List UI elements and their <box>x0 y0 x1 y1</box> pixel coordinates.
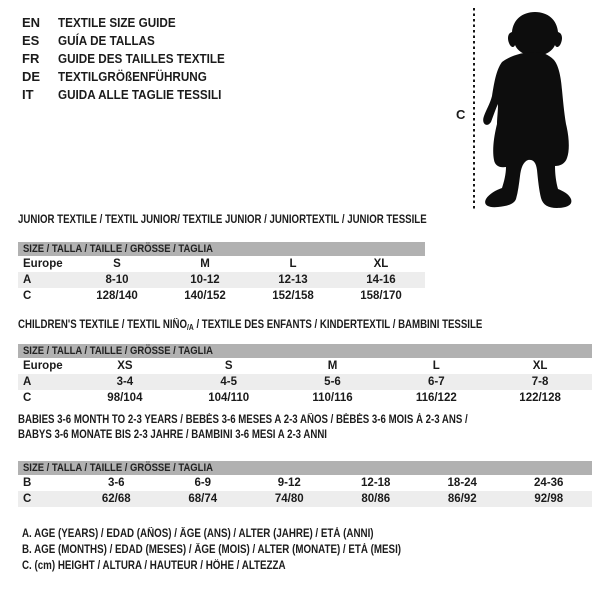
table-cell: 92/98 <box>534 493 564 505</box>
table-cell: 24-36 <box>534 477 564 489</box>
table-cell: C <box>23 290 32 302</box>
language-code: FR <box>22 50 40 66</box>
table-cell: 12-13 <box>278 274 308 286</box>
table-cell: 5-6 <box>324 376 341 388</box>
table-cell: M <box>200 258 210 270</box>
size-table-header <box>18 242 425 256</box>
size-header-label: SIZE / TALLA / TAILLE / GRÖSSE / TAGLIA <box>23 345 213 357</box>
table-cell: 6-9 <box>194 477 212 489</box>
table-cell: 8-10 <box>105 274 129 286</box>
table-cell: L <box>289 258 297 270</box>
language-code: EN <box>22 14 41 30</box>
table-cell: XL <box>373 258 389 270</box>
table-cell: 3-6 <box>107 477 125 489</box>
table-cell: 62/68 <box>101 493 131 505</box>
table-cell: Europe <box>23 360 63 372</box>
table-cell: M <box>327 360 338 372</box>
table-cell: 158/170 <box>360 290 402 302</box>
language-row <box>22 13 243 31</box>
table-cell: B <box>23 477 32 489</box>
table-cell: 6-7 <box>427 376 445 388</box>
table-cell: 116/122 <box>415 392 457 404</box>
table-cell: 68/74 <box>188 493 218 505</box>
table-cell: S <box>113 258 121 270</box>
language-label: GUÍA DE TALLAS <box>58 32 155 48</box>
language-code: ES <box>22 32 40 48</box>
table-cell: 110/116 <box>312 392 353 404</box>
language-row <box>22 49 243 67</box>
language-row <box>22 31 243 49</box>
baby-body <box>483 52 571 208</box>
language-list <box>22 13 243 103</box>
children-size-table <box>18 344 592 406</box>
table-cell: 3-4 <box>116 376 134 388</box>
table-cell: 152/158 <box>272 290 314 302</box>
size-table-header <box>18 344 592 358</box>
table-cell: A <box>23 376 32 388</box>
language-label: GUIDE DES TAILLES TEXTILE <box>58 50 225 66</box>
table-row <box>18 390 592 406</box>
table-row <box>18 256 425 272</box>
note-height: C. (cm) HEIGHT / ALTURA / HAUTEUR / HÖHE / ALTEZZA <box>22 560 286 572</box>
table-cell: 7-8 <box>531 376 549 388</box>
title-text: CHILDREN'S TEXTILE / TEXTIL NIÑO <box>18 319 188 331</box>
table-cell: 4-5 <box>220 376 237 388</box>
table-cell: XL <box>532 360 548 372</box>
table-row <box>18 288 425 304</box>
table-cell: C <box>23 392 32 404</box>
baby-silhouette-icon <box>450 0 600 220</box>
table-cell: 104/110 <box>208 392 250 404</box>
junior-size-table <box>18 242 425 304</box>
table-cell: Europe <box>23 258 63 270</box>
table-cell: XS <box>117 360 133 372</box>
babies-size-table <box>18 461 592 507</box>
note-age-years: A. AGE (YEARS) / EDAD (AÑOS) / ÂGE (ANS) / ALTER (JAHRE) / ETÀ (ANNI) <box>22 528 374 540</box>
language-label: TEXTILE SIZE GUIDE <box>58 14 176 30</box>
table-row <box>18 475 592 491</box>
table-cell: 14-16 <box>366 274 396 286</box>
note-age-months: B. AGE (MONTHS) / EDAD (MESES) / ÂGE (MOIS) / ALTER (MONATE) / ETÀ (MESI) <box>22 544 402 556</box>
language-label: GUIDA ALLE TAGLIE TESSILI <box>58 86 222 102</box>
size-table-header <box>18 461 592 475</box>
language-label: TEXTILGRÖßENFÜHRUNG <box>58 68 207 84</box>
title-text: / TEXTILE DES ENFANTS / KINDERTEXTIL / BAMBINI TESSILE <box>193 319 483 331</box>
table-row <box>18 272 425 288</box>
table-cell: 10-12 <box>190 274 220 286</box>
section-title-babies-line1: BABIES 3-6 MONTH TO 2-3 YEARS / BEBÉS 3-6 MESES A 2-3 AÑOS / BÉBÉS 3-6 MOIS À 2-3 ANS / <box>18 414 468 426</box>
table-cell: 18-24 <box>447 477 477 489</box>
table-row <box>18 358 592 374</box>
table-cell: 12-18 <box>361 477 391 489</box>
table-cell: 9-12 <box>277 477 301 489</box>
table-row <box>18 491 592 507</box>
table-cell: 140/152 <box>184 290 226 302</box>
table-cell: C <box>23 493 32 505</box>
section-title-children <box>18 319 482 332</box>
size-header-label: SIZE / TALLA / TAILLE / GRÖSSE / TAGLIA <box>23 462 213 474</box>
table-cell: S <box>224 360 233 372</box>
table-cell: 86/92 <box>447 493 477 505</box>
baby-head <box>508 12 562 56</box>
table-cell: 80/86 <box>361 493 391 505</box>
table-cell: 98/104 <box>107 392 143 404</box>
table-row <box>18 374 592 390</box>
section-title-junior: JUNIOR TEXTILE / TEXTIL JUNIOR/ TEXTILE JUNIOR / JUNIORTEXTIL / JUNIOR TESSILE <box>18 214 427 226</box>
figure-height-label: C <box>456 107 466 122</box>
table-cell: 122/128 <box>519 392 561 404</box>
section-title-babies-line2: BABYS 3-6 MONATE BIS 2-3 JAHRE / BAMBINI 3-6 MESI A 2-3 ANNI <box>18 429 327 441</box>
language-row <box>22 85 243 103</box>
table-cell: A <box>23 274 32 286</box>
table-cell: 74/80 <box>274 493 304 505</box>
language-code: IT <box>22 86 34 102</box>
language-row <box>22 67 243 85</box>
language-code: DE <box>22 68 41 84</box>
table-cell: L <box>432 360 440 372</box>
legend-notes <box>22 528 468 576</box>
size-header-label: SIZE / TALLA / TAILLE / GRÖSSE / TAGLIA <box>23 243 213 255</box>
title-subscript: /A <box>187 323 194 332</box>
table-cell: 128/140 <box>96 290 138 302</box>
